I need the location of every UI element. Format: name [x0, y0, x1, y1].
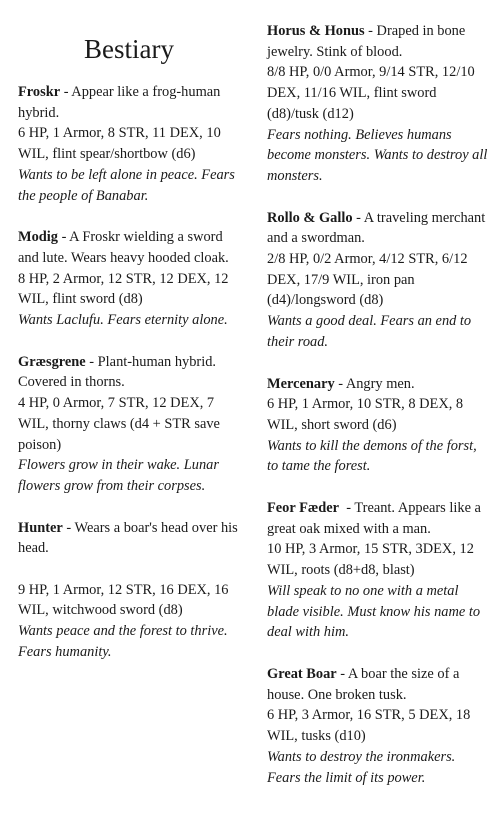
- creature-name: Great Boar: [267, 665, 337, 682]
- creature-name: Froskr: [18, 84, 61, 100]
- entry-flavor: Wants to destroy the ironmakers. Fears the limit of its power.: [267, 748, 456, 786]
- blank-line: [18, 559, 240, 580]
- bestiary-entry-rollo-gallo: [267, 208, 488, 353]
- entry-stats: 6 HP, 3 Armor, 16 STR, 5 DEX, 18 WIL, tusks (d10): [267, 707, 471, 745]
- entry-stats: 4 HP, 0 Armor, 7 STR, 12 DEX, 7 WIL, thorny claws (d4 + STR save poison): [18, 395, 220, 453]
- creature-name: Græsgrene: [18, 353, 86, 370]
- entry-stats: 2/8 HP, 0/2 Armor, 4/12 STR, 6/12 DEX, 17/9 WIL, iron pan (d4)/longsword (d8): [267, 251, 468, 309]
- entry-description: Modig - A Froskr wielding a sword and lute. Wears heavy hooded cloak.: [18, 229, 229, 266]
- entry-description: Rollo & Gallo - A traveling merchant and a swordman.: [267, 209, 486, 247]
- entry-stats: 8 HP, 2 Armor, 12 STR, 12 DEX, 12 WIL, flint sword (d8): [18, 270, 229, 308]
- entry-flavor: Wants Laclufu. Fears eternity alone.: [18, 312, 228, 329]
- entry-flavor: Wants a good deal. Fears an end to their road.: [267, 313, 472, 350]
- creature-name: Feor Fæder: [267, 500, 340, 517]
- entry-stats: 6 HP, 1 Armor, 10 STR, 8 DEX, 8 WIL, short sword (d6): [267, 396, 464, 433]
- entry-flavor: Wants peace and the forest to thrive. Fears humanity.: [18, 623, 228, 660]
- page-title: Bestiary: [84, 34, 174, 64]
- entry-flavor: Will speak to no one with a metal blade visible. Must know his name to deal with him.: [267, 582, 481, 641]
- creature-name: Mercenary: [267, 375, 335, 392]
- entry-stats: 9 HP, 1 Armor, 12 STR, 16 DEX, 16 WIL, witchwood sword (d8): [18, 581, 229, 619]
- entry-description: Græsgrene - Plant-human hybrid. Covered in thorns.: [18, 353, 216, 391]
- bestiary-entry-mercenary: [267, 374, 488, 478]
- creature-name: Rollo & Gallo: [267, 209, 353, 226]
- bestiary-entry-graesgrene: [18, 352, 240, 497]
- creature-name: Horus & Honus: [267, 23, 365, 39]
- creature-name: Modig: [18, 229, 58, 246]
- bestiary-entry-froskr: [18, 82, 240, 206]
- entry-description: Great Boar - A boar the size of a house. One broken tusk.: [267, 665, 460, 703]
- bestiary-entry-modig: [18, 227, 240, 331]
- entry-flavor: Flowers grow in their wake. Lunar flowers grow from their corpses.: [18, 457, 219, 494]
- entry-flavor: Wants to kill the demons of the forst, to tame the forest.: [267, 437, 477, 475]
- entry-flavor: Wants to be left alone in peace. Fears the people of Banabar.: [18, 166, 235, 204]
- entry-stats: 6 HP, 1 Armor, 8 STR, 11 DEX, 10 WIL, flint spear/shortbow (d6): [18, 125, 221, 163]
- bestiary-entry-horus-honus: [267, 21, 488, 187]
- entry-stats: 10 HP, 3 Armor, 15 STR, 3DEX, 12 WIL, roots (d8+d8, blast): [267, 541, 474, 579]
- right-column: [267, 0, 488, 809]
- bestiary-entry-great-boar: [267, 664, 488, 788]
- bestiary-entry-feor-faeder: [267, 498, 488, 643]
- entry-flavor: Fears nothing. Believes humans become monsters. Wants to destroy all monsters.: [267, 126, 488, 184]
- entry-description: Mercenary - Angry men.: [267, 375, 415, 392]
- entry-description: Horus & Honus - Draped in bone jewelry. Stink of blood.: [267, 23, 466, 60]
- left-column: [18, 0, 240, 684]
- bestiary-entry-hunter: [18, 518, 240, 663]
- entry-stats: 8/8 HP, 0/0 Armor, 9/14 STR, 12/10 DEX, 11/16 WIL, flint sword (d8)/tusk (d12): [267, 64, 475, 122]
- entry-description: Feor Fæder - Treant. Appears like a great oak mixed with a man.: [267, 500, 485, 537]
- entry-description: Hunter - Wears a boar's head over his head.: [18, 519, 238, 557]
- entry-description: Froskr - Appear like a frog-human hybrid.: [18, 84, 221, 121]
- creature-name: Hunter: [18, 519, 63, 536]
